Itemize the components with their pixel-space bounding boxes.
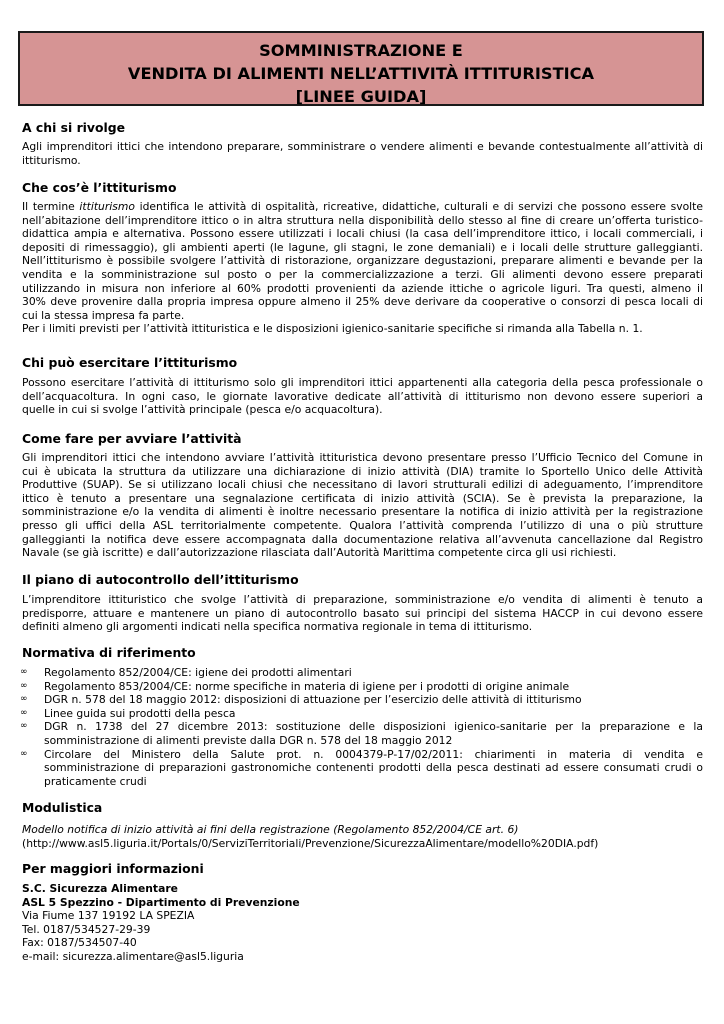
text-line: Nell’ittiturismo è possibile svolgere l’attività di ristorazione, organizzare degustazioni, preparare alimenti e bevande per la xyxy=(22,254,703,268)
text-line: predisporre, attuare e mantenere un piano di autocontrollo basato sui principi del sistema HACCP in cui devono essere xyxy=(22,606,703,620)
list-item xyxy=(22,720,703,747)
infinity-bullet-icon: ∞ xyxy=(20,707,28,718)
infinity-bullet-icon: ∞ xyxy=(20,721,28,732)
title-line-2: VENDITA DI ALIMENTI NELL’ATTIVITÀ ITTITURISTICA xyxy=(127,64,595,83)
list-item-text: Regolamento 853/2004/CE: norme specifiche in materia di igiene per i prodotti di origine animale xyxy=(44,679,570,693)
title-banner xyxy=(18,31,704,106)
contact-phone: Tel. 0187/534527-29-39 xyxy=(22,922,151,936)
text-line: L’imprenditore ittituristico che svolge l’attività di preparazione, somministrazione e/o vendita di alimenti è tenuto a xyxy=(22,593,703,606)
list-item xyxy=(22,693,703,707)
list-item xyxy=(22,748,703,789)
contact-block xyxy=(22,882,300,964)
contact-email[interactable]: e-mail: sicurezza.alimentare@asl5.liguria xyxy=(22,949,244,963)
list-item xyxy=(22,680,703,694)
section-heading-a-chi-si-rivolge: A chi si rivolge xyxy=(22,120,126,135)
list-item xyxy=(22,666,703,680)
list-item-text: DGR n. 578 del 18 maggio 2012: disposizioni di attuazione per l’esercizio delle attività di ittiturismo xyxy=(44,693,582,707)
section-heading-normativa: Normativa di riferimento xyxy=(22,645,196,660)
list-item-text: somministrazione di alimenti previste dalla DGR n. 578 del 18 maggio 2012 xyxy=(44,733,453,747)
section-heading-come-fare: Come fare per avviare l’attività xyxy=(22,431,242,446)
section-text-che-cos-e xyxy=(22,200,703,336)
list-item xyxy=(22,707,703,721)
text-line: Gli imprenditori ittici che intendono avviare l’attività ittituristica devono presentare presso l’Ufficio Tecnico del Comune in xyxy=(22,451,703,464)
text-line: utilizzando in misura non inferiore al 60% prodotti provenienti da aziende ittiche o agricole liguri. Tra questi, almeno il xyxy=(22,281,703,295)
text-line: vendita e la somministrazione sul posto o per la commercializzazione a terzi. Gli alimenti devono essere preparati xyxy=(22,267,703,281)
text-fragment: Il termine xyxy=(22,200,80,213)
text-line: cui è ubicata la struttura da utilizzare una dichiarazione di inizio attività (DIA) tramite lo Sportello Unico delle Attività xyxy=(22,464,703,478)
text-fragment: identifica le attività di ospitalità, ricreative, didattiche, culturali e di servizi che possono essere svolte xyxy=(134,200,703,213)
contact-dept: ASL 5 Spezzino - Dipartimento di Prevenzione xyxy=(22,895,300,909)
contact-address: Via Fiume 137 19192 LA SPEZIA xyxy=(22,909,195,923)
section-text-modulistica xyxy=(22,823,703,850)
list-item-text: Regolamento 852/2004/CE: igiene dei prodotti alimentari xyxy=(44,666,352,679)
contact-fax: Fax: 0187/534507-40 xyxy=(22,936,137,950)
text-line: cui la stessa impresa fa parte. xyxy=(22,308,185,322)
section-heading-chi-puo-esercitare: Chi può esercitare l’ittiturismo xyxy=(22,355,238,370)
text-line: 30% deve provenire dalla propria impresa oppure almeno il 25% deve derivare da cooperative o consorzi di pesca locali di xyxy=(22,295,703,309)
section-heading-che-cos-e: Che cos’è l’ittiturismo xyxy=(22,180,177,195)
text-line: depositi di rimessaggio), gli ambienti aperti (le lagune, gli stagni, le zone demaniali) e i locali delle strutture galleggianti. xyxy=(22,240,703,254)
text-line: definiti almeno gli argomenti indicati nella specifica normativa regionale in tema di ittiturismo. xyxy=(22,620,533,634)
text-line: galleggianti la notifica deve essere accompagnata dalla documentazione relativa all’avvenuta cancellazione dal Registro xyxy=(22,532,703,546)
list-item-text: praticamente crudi xyxy=(44,774,147,788)
text-line: ittico è tenuto a presentare una segnalazione certificata di inizio attività (SCIA). Se è prevista la preparazione, la xyxy=(22,491,703,505)
text-line: quelle in cui si svolge l’attività principale (pesca e/o acquacoltura). xyxy=(22,403,383,417)
section-text-a-chi-si-rivolge xyxy=(22,140,703,167)
text-line xyxy=(22,200,703,214)
section-heading-maggiori-informazioni: Per maggiori informazioni xyxy=(22,861,204,876)
section-text-chi-puo-esercitare xyxy=(22,376,703,417)
text-line: ittiturismo. xyxy=(22,153,81,167)
text-line: Agli imprenditori ittici che intendono preparare, somministrare o vendere alimenti e bevande contestualmente all’attività di xyxy=(22,140,703,153)
text-line: Produttive (SUAP). Se si utilizzano locali chiusi che necessitano di lavori strutturali edilizi di adeguamento, l’imprenditore xyxy=(22,478,703,492)
section-heading-piano-autocontrollo: Il piano di autocontrollo dell’ittiturismo xyxy=(22,572,299,587)
text-line: somministrazione e/o la vendita di alimenti è inoltre necessario presentare la notifica di inizio attività per la registrazione xyxy=(22,505,703,519)
list-item-text: Circolare del Ministero della Salute prot. n. 0004379-P-17/02/2011: chiarimenti in materia di vendita e xyxy=(44,747,703,761)
infinity-bullet-icon: ∞ xyxy=(20,694,28,705)
title-line-1: SOMMINISTRAZIONE E xyxy=(259,41,463,60)
infinity-bullet-icon: ∞ xyxy=(20,680,28,691)
text-line: Navale (se già iscritte) e dall’autorizzazione rilasciata dall’Autorità Marittima competente circa gli usi richiesti. xyxy=(22,546,617,560)
contact-org: S.C. Sicurezza Alimentare xyxy=(22,882,178,895)
list-item-text: DGR n. 1738 del 27 dicembre 2013: sostituzione delle disposizioni igienico-sanitarie per la preparazione e la xyxy=(44,720,703,734)
form-title: Modello notifica di inizio attività ai fini della registrazione (Regolamento 852/2004/CE art. 6) xyxy=(22,823,519,836)
section-text-piano-autocontrollo xyxy=(22,593,703,634)
text-line: nell’abitazione dell’imprenditore ittico o in altra struttura nella disponibilità dello stesso al fine di creare un’offerta turistico- xyxy=(22,213,703,227)
italic-term: ittiturismo xyxy=(79,200,135,213)
text-line: presso gli uffici della ASL territorialmente competente. Qualora l’attività comprenda l’utilizzo di una o più strutture xyxy=(22,518,703,532)
infinity-bullet-icon: ∞ xyxy=(20,667,28,677)
title-line-3: [LINEE GUIDA] xyxy=(295,87,427,106)
normativa-list xyxy=(22,666,703,788)
list-item-text: somministrazione di preparazioni gastronomiche contenenti prodotti della pesca destinati ad essere consumati crudi o xyxy=(44,761,703,775)
section-heading-modulistica: Modulistica xyxy=(22,800,103,815)
text-line: Per i limiti previsti per l’attività ittituristica e le disposizioni igienico-sanitarie specifiche si rimanda alla Tabella n. 1. xyxy=(22,322,643,336)
text-line: dell’acquacoltura. In ogni caso, le giornate lavorative dedicate all’attività di ittiturismo non devono essere superiori a xyxy=(22,389,703,403)
section-text-come-fare xyxy=(22,451,703,560)
list-item-text: Linee guida sui prodotti della pesca xyxy=(44,706,236,720)
form-link[interactable]: (http://www.asl5.liguria.it/Portals/0/ServiziTerritoriali/Prevenzione/SicurezzaAlimentare/modello%20DIA.pdf) xyxy=(22,836,599,850)
text-line: Possono esercitare l’attività di ittiturismo solo gli imprenditori ittici appartenenti alla categoria della pesca professionale o xyxy=(22,376,703,389)
infinity-bullet-icon: ∞ xyxy=(20,748,28,759)
text-line: didattica ampia e alternativa. Possono essere utilizzati i locali chiusi (la casa dell’imprenditore ittico, i locali commerciali, i xyxy=(22,227,703,241)
